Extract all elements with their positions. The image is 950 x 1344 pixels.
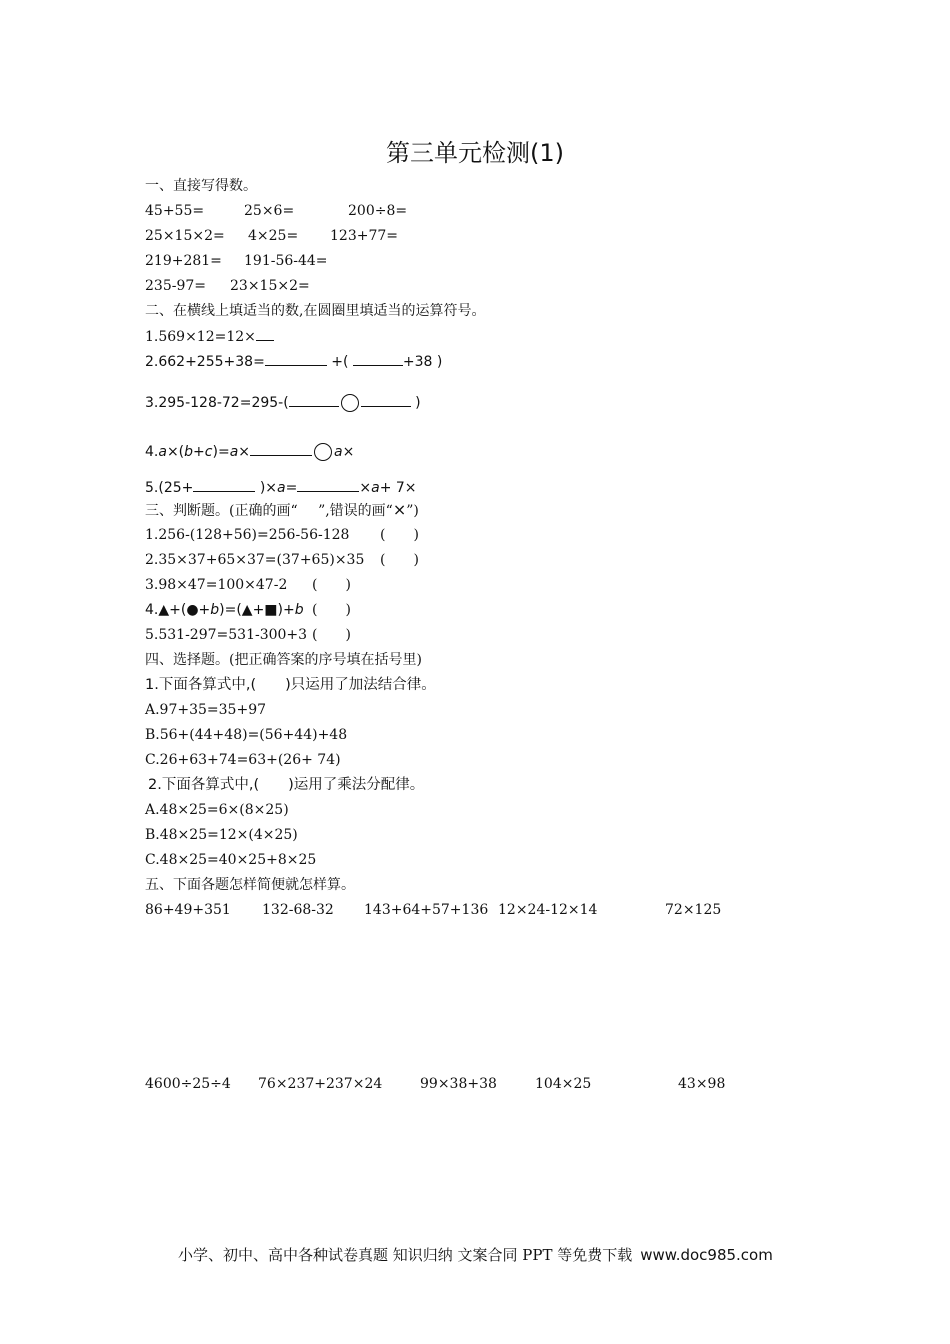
page-title: 第三单元检测(1) — [386, 139, 564, 167]
judge-paren[interactable]: ( ) — [380, 552, 419, 568]
s3-q4-shapes: )=(▲+■)+ — [219, 602, 295, 618]
s1-item: 123+77= — [330, 228, 398, 244]
s4-option[interactable]: A.48×25=6×(8×25) — [145, 802, 289, 818]
answer-blank[interactable] — [265, 351, 327, 366]
s5-problem: 76×237+237×24 — [258, 1076, 383, 1092]
var-a: a — [158, 444, 167, 460]
s2-q4-text: + — [193, 444, 205, 460]
s2-q3-text: 3.295-128-72=295-( — [145, 395, 289, 411]
s3-q4-shapes: ▲+(●+ — [158, 602, 211, 618]
s2-q4-text: ×( — [166, 444, 185, 460]
s2-q2-text: 2.662+255+38= — [145, 354, 265, 370]
s1-item: 191-56-44= — [244, 253, 328, 269]
s2-question-4 — [145, 441, 354, 462]
s5-problem: 99×38+38 — [420, 1076, 497, 1092]
s2-q5-text: = — [285, 480, 298, 496]
s1-item: 45+55= — [145, 203, 205, 219]
s4-question-2: 2.下面各算式中,( )运用了乘法分配律。 — [148, 777, 425, 793]
s2-q5-text: 5.(25+ — [145, 480, 194, 496]
s1-item: 4×25= — [248, 228, 299, 244]
answer-blank[interactable] — [297, 477, 359, 492]
judge-paren[interactable]: ( ) — [380, 527, 419, 543]
s2-question-3 — [145, 392, 421, 413]
answer-blank[interactable] — [353, 351, 403, 366]
answer-blank[interactable] — [250, 441, 312, 456]
s1-item: 25×6= — [244, 203, 295, 219]
s1-item: 23×15×2= — [230, 278, 310, 294]
s1-item: 235-97= — [145, 278, 206, 294]
s4-option[interactable]: C.48×25=40×25+8×25 — [145, 852, 317, 868]
s3-q4-num: 4. — [145, 602, 159, 618]
s5-problem: 43×98 — [678, 1076, 726, 1092]
answer-blank[interactable] — [193, 477, 255, 492]
s5-problem: 12×24-12×14 — [498, 902, 598, 918]
s2-q4-num: 4. — [145, 444, 159, 460]
s2-q3-text: ) — [415, 395, 421, 411]
s4-option[interactable]: C.26+63+74=63+(26+ 74) — [145, 752, 341, 768]
s3-heading-text: 三、判断题。(正确的画“ — [145, 503, 298, 519]
s1-item: 200÷8= — [348, 203, 408, 219]
var-b: b — [210, 602, 220, 618]
footer — [178, 1244, 773, 1265]
footer-url[interactable]: www.doc985.com — [640, 1246, 773, 1264]
var-a: a — [229, 444, 239, 460]
s5-problem: 4600÷25÷4 — [145, 1076, 231, 1092]
var-b: b — [294, 602, 304, 618]
s5-problem: 86+49+351 — [145, 902, 231, 918]
s2-q4-text: )= — [212, 444, 230, 460]
var-a: a — [277, 480, 286, 496]
section-3-heading — [145, 500, 419, 521]
var-a: a — [334, 444, 343, 460]
s3-heading-text: ”,错误的画“ — [318, 503, 393, 519]
s5-problem: 72×125 — [665, 902, 722, 918]
s3-question-5: 5.531-297=531-300+3 — [145, 627, 308, 643]
answer-blank[interactable] — [361, 392, 411, 407]
s4-option[interactable]: B.56+(44+48)=(56+44)+48 — [145, 727, 348, 743]
s2-q2-text: +38 ) — [402, 354, 443, 370]
var-b: b — [184, 444, 194, 460]
s3-question-1: 1.256-(128+56)=256-56-128 — [145, 527, 350, 543]
s5-problem: 132-68-32 — [262, 902, 334, 918]
section-4-heading: 四、选择题。(把正确答案的序号填在括号里) — [145, 652, 422, 668]
s2-question-1 — [145, 326, 274, 347]
footer-text: 小学、初中、高中各种试卷真题 知识归纳 文案合同 PPT 等免费下载 — [178, 1246, 633, 1264]
var-a: a — [371, 480, 380, 496]
operator-circle[interactable] — [314, 443, 332, 461]
s1-item: 219+281= — [145, 253, 222, 269]
s1-item: 25×15×2= — [145, 228, 225, 244]
s5-problem: 143+64+57+136 — [364, 902, 489, 918]
s5-problem: 104×25 — [535, 1076, 592, 1092]
s3-heading-text: ”) — [406, 503, 419, 519]
cross-mark-icon: × — [392, 500, 407, 519]
operator-circle[interactable] — [341, 394, 359, 412]
section-1-heading: 一、直接写得数。 — [145, 178, 257, 194]
judge-paren[interactable]: ( ) — [312, 627, 351, 643]
judge-paren[interactable]: ( ) — [312, 602, 351, 618]
s2-q5-text: × — [359, 480, 372, 496]
s2-q5-text: )× — [259, 480, 278, 496]
s3-question-4 — [145, 600, 304, 620]
judge-paren[interactable]: ( ) — [312, 577, 351, 593]
s2-q4-text: × — [238, 444, 251, 460]
s2-question-5 — [145, 477, 417, 498]
answer-blank[interactable] — [289, 392, 339, 407]
s4-option[interactable]: A.97+35=35+97 — [145, 702, 267, 718]
section-2-heading: 二、在横线上填适当的数,在圆圈里填适当的运算符号。 — [145, 303, 486, 319]
s4-question-1: 1.下面各算式中,( )只运用了加法结合律。 — [145, 677, 436, 693]
s2-q4-text: × — [342, 444, 355, 460]
s2-q2-text: +( — [331, 354, 349, 370]
var-c: c — [204, 444, 213, 460]
s2-q5-text: + 7× — [379, 480, 417, 496]
s2-q1-text: 1.569×12=12× — [145, 329, 256, 345]
s4-option[interactable]: B.48×25=12×(4×25) — [145, 827, 298, 843]
s3-question-3: 3.98×47=100×47-2 — [145, 577, 288, 593]
s2-question-2 — [145, 351, 442, 372]
s3-question-2: 2.35×37+65×37=(37+65)×35 — [145, 552, 365, 568]
section-5-heading: 五、下面各题怎样简便就怎样算。 — [145, 877, 355, 893]
answer-blank[interactable] — [256, 326, 274, 341]
